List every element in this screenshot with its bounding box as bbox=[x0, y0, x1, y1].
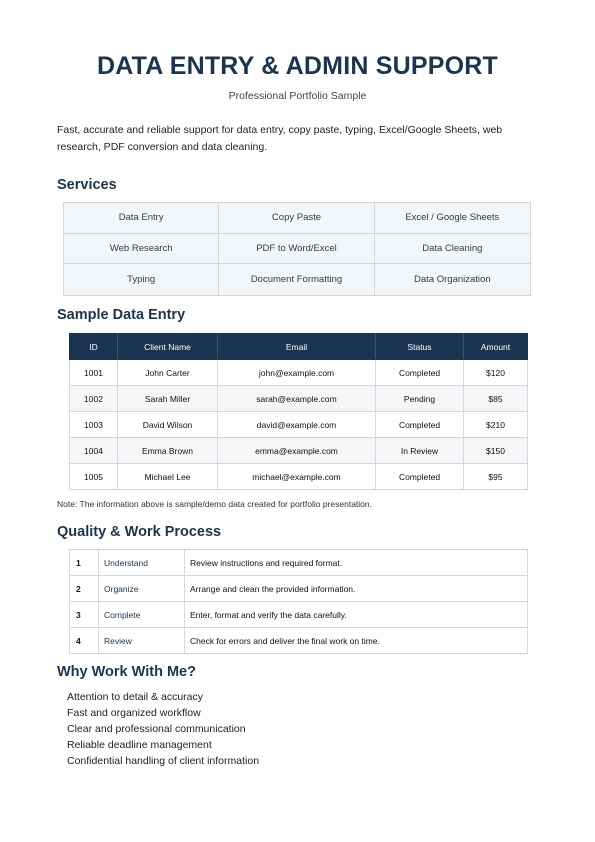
cell-client-name: Sarah Miller bbox=[118, 386, 218, 412]
step-description: Arrange and clean the provided information. bbox=[185, 576, 528, 602]
cell-email: sarah@example.com bbox=[218, 386, 376, 412]
step-name: Review bbox=[99, 628, 185, 654]
sample-data-heading: Sample Data Entry bbox=[57, 307, 186, 323]
cell-id: 1001 bbox=[70, 360, 118, 386]
service-item: Web Research bbox=[64, 234, 219, 265]
process-step-row bbox=[70, 550, 528, 576]
service-item: Data Cleaning bbox=[375, 234, 530, 265]
table-header-row bbox=[70, 334, 528, 360]
list-item: Fast and organized workflow bbox=[67, 707, 201, 719]
list-item: Confidential handling of client information bbox=[67, 755, 260, 767]
process-step-row bbox=[70, 602, 528, 628]
cell-client-name: David Wilson bbox=[118, 412, 218, 438]
step-description: Review instructions and required format. bbox=[185, 550, 528, 576]
process-table bbox=[69, 549, 528, 654]
sample-data-table bbox=[69, 333, 528, 490]
column-header-email: Email bbox=[218, 334, 376, 360]
cell-status: In Review bbox=[376, 438, 464, 464]
why-heading: Why Work With Me? bbox=[57, 664, 196, 680]
service-item: Copy Paste bbox=[219, 203, 374, 234]
cell-amount: $210 bbox=[464, 412, 528, 438]
service-item: Data Organization bbox=[414, 274, 491, 286]
service-item: Document Formatting bbox=[219, 264, 374, 295]
step-name: Understand bbox=[99, 550, 185, 576]
cell-amount: $150 bbox=[464, 438, 528, 464]
list-item: Reliable deadline management bbox=[67, 739, 212, 751]
list-item: Attention to detail & accuracy bbox=[67, 691, 203, 703]
service-item: PDF to Word/Excel bbox=[219, 234, 374, 265]
step-number: 4 bbox=[70, 628, 99, 654]
cell-id: 1004 bbox=[70, 438, 118, 464]
cell-id: 1003 bbox=[70, 412, 118, 438]
intro-paragraph: Fast, accurate and reliable support for data entry, copy paste, typing, Excel/Google Sheets, web research, PDF conversion and data cleaning. bbox=[57, 124, 503, 153]
cell-amount: $85 bbox=[464, 386, 528, 412]
step-number: 1 bbox=[70, 550, 99, 576]
cell-status: Completed bbox=[376, 412, 464, 438]
page-subtitle: Professional Portfolio Sample bbox=[228, 90, 367, 102]
step-number: 3 bbox=[70, 602, 99, 628]
step-name: Organize bbox=[99, 576, 185, 602]
cell-client-name: Emma Brown bbox=[118, 438, 218, 464]
table-row bbox=[70, 412, 528, 438]
service-item: Excel / Google Sheets bbox=[375, 203, 530, 234]
table-row bbox=[70, 386, 528, 412]
sample-data-note: Note: The information above is sample/demo data created for portfolio presentation. bbox=[57, 499, 372, 509]
cell-client-name: Michael Lee bbox=[118, 464, 218, 490]
page-title: DATA ENTRY & ADMIN SUPPORT bbox=[96, 52, 499, 80]
process-step-row bbox=[70, 576, 528, 602]
column-header-status: Status bbox=[376, 334, 464, 360]
step-name: Complete bbox=[99, 602, 185, 628]
step-number: 2 bbox=[70, 576, 99, 602]
services-grid bbox=[63, 202, 531, 296]
process-step-row bbox=[70, 628, 528, 654]
cell-amount: $95 bbox=[464, 464, 528, 490]
cell-status: Completed bbox=[376, 360, 464, 386]
step-description: Check for errors and deliver the final work on time. bbox=[185, 628, 528, 654]
list-item: Clear and professional communication bbox=[67, 723, 246, 735]
cell-email: david@example.com bbox=[218, 412, 376, 438]
cell-email: john@example.com bbox=[218, 360, 376, 386]
services-heading: Services bbox=[57, 177, 117, 193]
why-list bbox=[67, 689, 259, 769]
table-row bbox=[70, 360, 528, 386]
service-item: Typing bbox=[64, 264, 219, 295]
cell-email: emma@example.com bbox=[218, 438, 376, 464]
column-header-amount: Amount bbox=[464, 334, 528, 360]
step-description: Enter, format and verify the data carefully. bbox=[185, 602, 528, 628]
process-heading: Quality & Work Process bbox=[57, 524, 222, 540]
cell-amount: $120 bbox=[464, 360, 528, 386]
column-header-client-name: Client Name bbox=[118, 334, 218, 360]
cell-id: 1005 bbox=[70, 464, 118, 490]
cell-status: Completed bbox=[376, 464, 464, 490]
cell-email: michael@example.com bbox=[218, 464, 376, 490]
cell-status: Pending bbox=[376, 386, 464, 412]
column-header-id: ID bbox=[70, 334, 118, 360]
table-row bbox=[70, 464, 528, 490]
cell-client-name: John Carter bbox=[118, 360, 218, 386]
table-row bbox=[70, 438, 528, 464]
service-item: Data Entry bbox=[64, 203, 219, 234]
cell-id: 1002 bbox=[70, 386, 118, 412]
